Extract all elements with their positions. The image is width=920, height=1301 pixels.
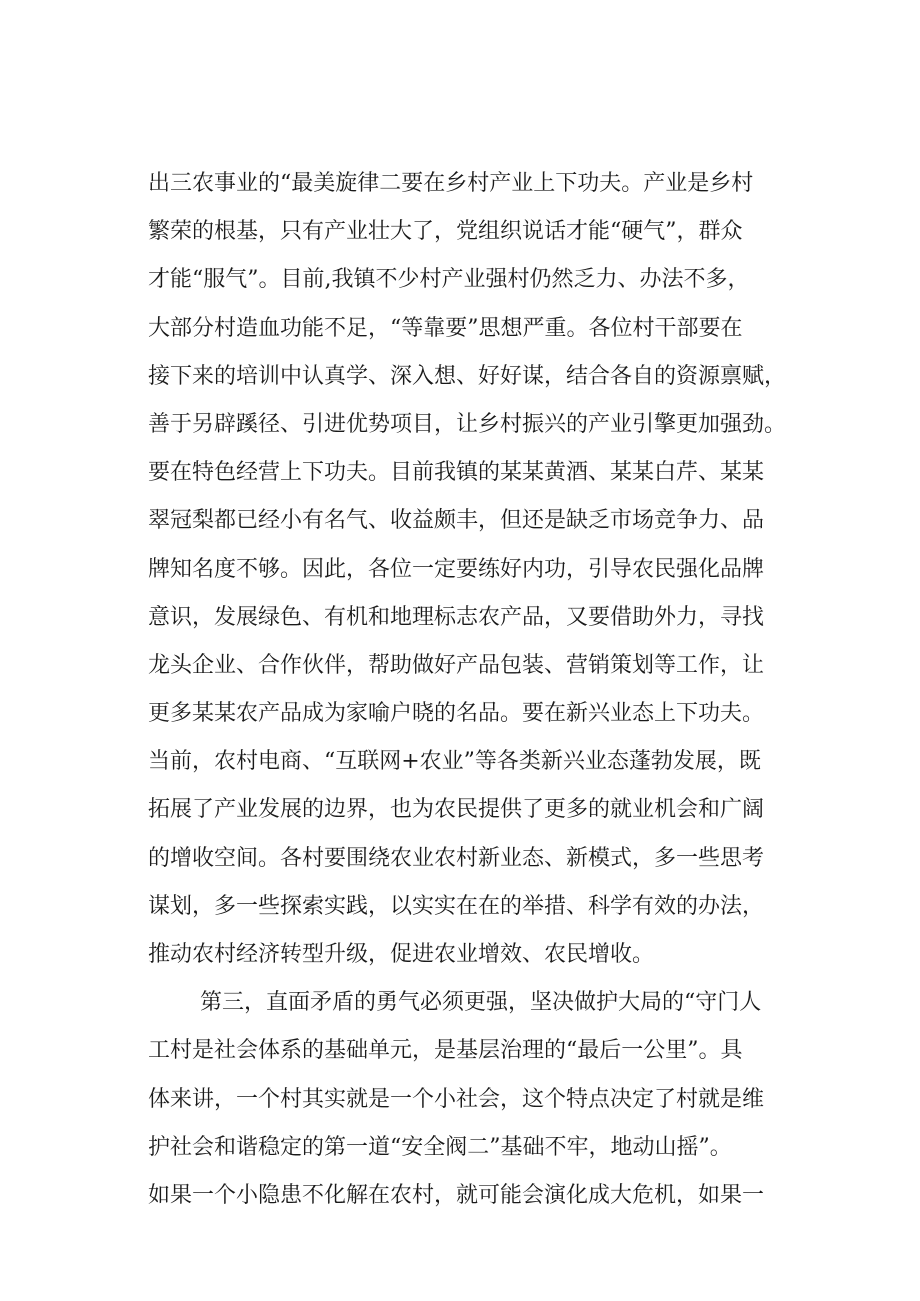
text-line: 拓展了产业发展的边界，也为农民提供了更多的就业机会和广阔 (148, 797, 765, 823)
text-line: 体来讲，一个村其实就是一个小社会，这个特点决定了村就是维 (148, 1086, 765, 1112)
text-line: 谋划，多一些探索实践，以实实在在的举措、科学有效的办法， (148, 893, 765, 919)
text-line: 工村是社会体系的基础单元，是基层治理的“最后一公里”。具 (148, 1038, 743, 1064)
text-line: 龙头企业、合作伙伴，帮助做好产品包装、营销策划等工作，让 (148, 652, 765, 678)
text-line: 善于另辟蹊径、引进优势项目，让乡村振兴的产业引擎更加强劲。 (148, 411, 787, 437)
text-line: 更多某某农产品成为家喻户晓的名品。要在新兴业态上下功夫。 (148, 701, 765, 727)
text-line: 的增收空间。各村要围绕农业农村新业态、新模式，多一些思考 (148, 845, 765, 871)
text-line: 推动农村经济转型升级，促进农业增效、农民增收。 (148, 942, 655, 967)
text-line: 意识，发展绿色、有机和地理标志农产品，又要借助外力，寻找 (148, 604, 765, 630)
text-line: 繁荣的根基，只有产业壮大了，党组织说话才能“硬气”，群众 (148, 219, 743, 245)
text-line: 当前，农村电商、“互联网+农业”等各类新兴业态蓬勃发展，既 (148, 749, 761, 775)
text-line: 出三农事业的“最美旋律二要在乡村产业上下功夫。产业是乡村 (148, 171, 754, 196)
text-line: 如果一个小隐患不化解在农村，就可能会演化成大危机，如果一 (148, 1182, 765, 1208)
text-line: 翠冠梨都已经小有名气、收益颇丰，但还是缺乏市场竞争力、品 (148, 508, 765, 534)
text-line: 要在特色经营上下功夫。目前我镇的某某黄酒、某某白芹、某某 (148, 460, 765, 486)
text-line: 大部分村造血功能不足，“等靠要”思想严重。各位村干部要在 (148, 315, 743, 341)
text-line: 才能“服气”。目前,我镇不少村产业强村仍然乏力、办法不多， (148, 267, 750, 293)
text-line: 牌知名度不够。因此，各位一定要练好内功，引导农民强化品牌 (148, 556, 765, 582)
body-text (148, 160, 808, 1220)
text-line: 接下来的培训中认真学、深入想、好好谋，结合各自的资源禀赋， (148, 363, 787, 389)
paragraph-start-line: 第三，直面矛盾的勇气必须更强，坚决做护大局的“守门人 (200, 990, 762, 1016)
text-line: 护社会和谐稳定的第一道“安全阀二”基础不牢，地动山摇”。 (148, 1134, 732, 1160)
